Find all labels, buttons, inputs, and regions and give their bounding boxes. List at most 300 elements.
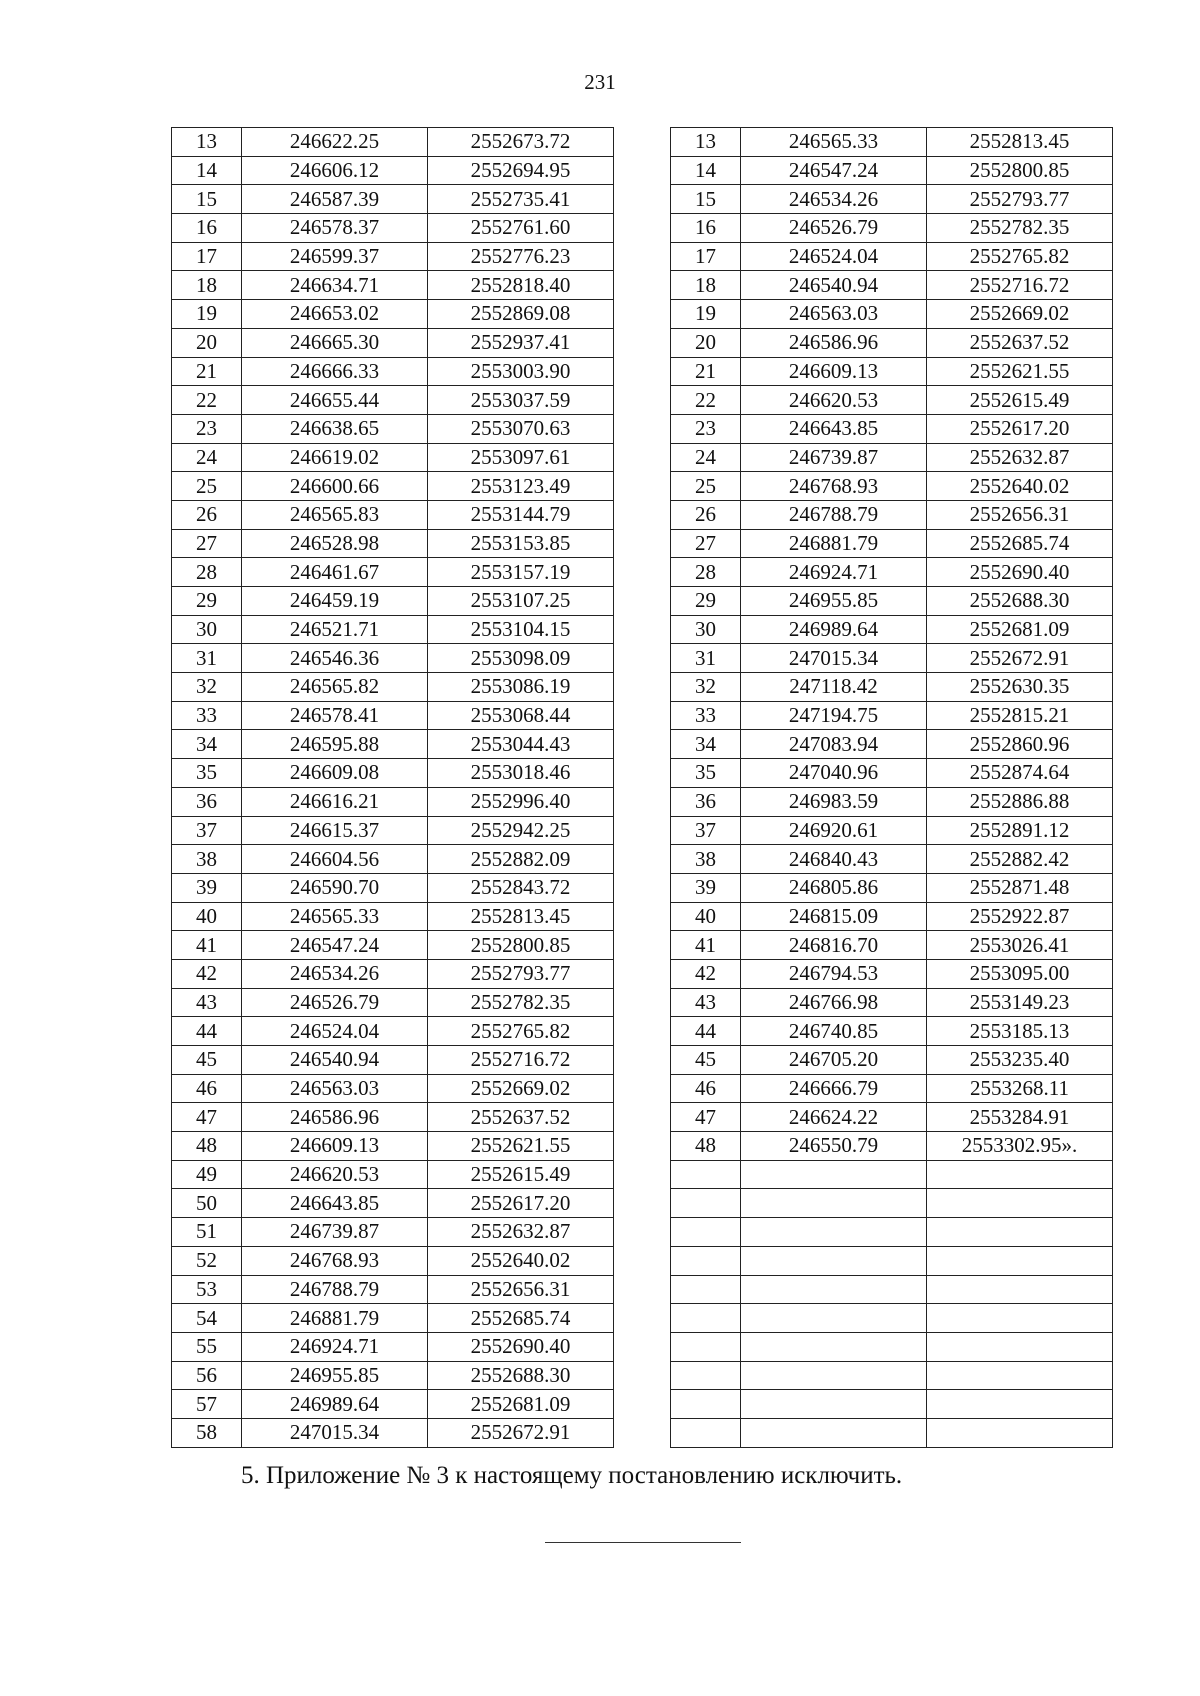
right-point-number-cell: 14 <box>671 156 741 185</box>
table-gap-cell <box>614 730 671 759</box>
table-gap-cell <box>614 959 671 988</box>
right-point-number-cell: 46 <box>671 1074 741 1103</box>
left-x-coordinate-cell: 246524.04 <box>242 1017 428 1046</box>
right-point-number-cell: 43 <box>671 988 741 1017</box>
table-gap-cell <box>614 386 671 415</box>
right-y-coordinate-cell: 2552690.40 <box>927 558 1113 587</box>
table-gap-cell <box>614 443 671 472</box>
left-x-coordinate-cell: 246655.44 <box>242 386 428 415</box>
table-gap-cell <box>614 615 671 644</box>
left-y-coordinate-cell: 2552818.40 <box>428 271 614 300</box>
right-y-coordinate-cell <box>927 1332 1113 1361</box>
table-row <box>172 1189 1113 1218</box>
left-x-coordinate-cell: 246546.36 <box>242 644 428 673</box>
left-y-coordinate-cell: 2552843.72 <box>428 873 614 902</box>
left-x-coordinate-cell: 246540.94 <box>242 1046 428 1075</box>
left-x-coordinate-cell: 246547.24 <box>242 931 428 960</box>
right-x-coordinate-cell: 246989.64 <box>741 615 927 644</box>
left-x-coordinate-cell: 246653.02 <box>242 300 428 329</box>
left-x-coordinate-cell: 246534.26 <box>242 959 428 988</box>
right-y-coordinate-cell <box>927 1160 1113 1189</box>
left-x-coordinate-cell: 246578.41 <box>242 701 428 730</box>
left-point-number-cell: 41 <box>172 931 242 960</box>
right-point-number-cell: 22 <box>671 386 741 415</box>
table-row <box>172 242 1113 271</box>
left-x-coordinate-cell: 246563.03 <box>242 1074 428 1103</box>
note-paragraph: 5. Приложение № 3 к настоящему постановлению исключить. <box>241 1462 903 1489</box>
right-x-coordinate-cell: 247194.75 <box>741 701 927 730</box>
left-point-number-cell: 56 <box>172 1361 242 1390</box>
left-y-coordinate-cell: 2553123.49 <box>428 472 614 501</box>
right-point-number-cell: 45 <box>671 1046 741 1075</box>
right-point-number-cell: 29 <box>671 587 741 616</box>
right-y-coordinate-cell: 2552688.30 <box>927 587 1113 616</box>
table-gap-cell <box>614 988 671 1017</box>
right-point-number-cell: 40 <box>671 902 741 931</box>
right-point-number-cell: 33 <box>671 701 741 730</box>
table-gap-cell <box>614 529 671 558</box>
table-row <box>172 1046 1113 1075</box>
right-x-coordinate-cell: 246815.09 <box>741 902 927 931</box>
table-row <box>172 673 1113 702</box>
right-y-coordinate-cell: 2552813.45 <box>927 128 1113 157</box>
left-y-coordinate-cell: 2552735.41 <box>428 185 614 214</box>
table-gap-cell <box>614 1304 671 1333</box>
left-point-number-cell: 28 <box>172 558 242 587</box>
right-y-coordinate-cell: 2552800.85 <box>927 156 1113 185</box>
left-y-coordinate-cell: 2552716.72 <box>428 1046 614 1075</box>
left-y-coordinate-cell: 2552882.09 <box>428 845 614 874</box>
left-point-number-cell: 51 <box>172 1218 242 1247</box>
right-x-coordinate-cell: 246739.87 <box>741 443 927 472</box>
left-y-coordinate-cell: 2552782.35 <box>428 988 614 1017</box>
table-row <box>172 1218 1113 1247</box>
left-x-coordinate-cell: 246590.70 <box>242 873 428 902</box>
table-row <box>172 128 1113 157</box>
right-point-number-cell: 27 <box>671 529 741 558</box>
table-row <box>172 214 1113 243</box>
right-point-number-cell: 16 <box>671 214 741 243</box>
left-point-number-cell: 58 <box>172 1418 242 1447</box>
right-x-coordinate-cell: 246540.94 <box>741 271 927 300</box>
right-y-coordinate-cell: 2552615.49 <box>927 386 1113 415</box>
right-y-coordinate-cell <box>927 1390 1113 1419</box>
left-point-number-cell: 31 <box>172 644 242 673</box>
right-y-coordinate-cell: 2552685.74 <box>927 529 1113 558</box>
table-row <box>172 558 1113 587</box>
right-point-number-cell <box>671 1160 741 1189</box>
table-gap-cell <box>614 1103 671 1132</box>
right-point-number-cell: 28 <box>671 558 741 587</box>
table-gap-cell <box>614 1361 671 1390</box>
right-point-number-cell: 20 <box>671 328 741 357</box>
right-point-number-cell: 32 <box>671 673 741 702</box>
left-x-coordinate-cell: 247015.34 <box>242 1418 428 1447</box>
right-y-coordinate-cell: 2552765.82 <box>927 242 1113 271</box>
left-point-number-cell: 16 <box>172 214 242 243</box>
right-x-coordinate-cell <box>741 1246 927 1275</box>
right-point-number-cell: 25 <box>671 472 741 501</box>
table-gap-cell <box>614 873 671 902</box>
table-row <box>172 730 1113 759</box>
left-y-coordinate-cell: 2552632.87 <box>428 1218 614 1247</box>
table-row <box>172 988 1113 1017</box>
left-y-coordinate-cell: 2553144.79 <box>428 500 614 529</box>
right-y-coordinate-cell: 2552882.42 <box>927 845 1113 874</box>
right-x-coordinate-cell <box>741 1332 927 1361</box>
right-y-coordinate-cell <box>927 1218 1113 1247</box>
left-y-coordinate-cell: 2552694.95 <box>428 156 614 185</box>
right-y-coordinate-cell: 2553268.11 <box>927 1074 1113 1103</box>
left-point-number-cell: 32 <box>172 673 242 702</box>
left-point-number-cell: 14 <box>172 156 242 185</box>
left-x-coordinate-cell: 246643.85 <box>242 1189 428 1218</box>
right-x-coordinate-cell: 246586.96 <box>741 328 927 357</box>
left-y-coordinate-cell: 2552765.82 <box>428 1017 614 1046</box>
right-y-coordinate-cell: 2552871.48 <box>927 873 1113 902</box>
table-gap-cell <box>614 931 671 960</box>
left-x-coordinate-cell: 246739.87 <box>242 1218 428 1247</box>
right-y-coordinate-cell: 2552716.72 <box>927 271 1113 300</box>
right-x-coordinate-cell: 246550.79 <box>741 1132 927 1161</box>
right-point-number-cell: 15 <box>671 185 741 214</box>
left-point-number-cell: 17 <box>172 242 242 271</box>
right-point-number-cell: 39 <box>671 873 741 902</box>
left-point-number-cell: 50 <box>172 1189 242 1218</box>
right-x-coordinate-cell: 246794.53 <box>741 959 927 988</box>
table-row <box>172 328 1113 357</box>
right-x-coordinate-cell: 247118.42 <box>741 673 927 702</box>
right-x-coordinate-cell <box>741 1275 927 1304</box>
left-x-coordinate-cell: 246606.12 <box>242 156 428 185</box>
right-point-number-cell <box>671 1246 741 1275</box>
right-y-coordinate-cell <box>927 1361 1113 1390</box>
table-gap-cell <box>614 845 671 874</box>
table-gap-cell <box>614 644 671 673</box>
table-row <box>172 1017 1113 1046</box>
left-point-number-cell: 46 <box>172 1074 242 1103</box>
left-y-coordinate-cell: 2552656.31 <box>428 1275 614 1304</box>
right-point-number-cell <box>671 1361 741 1390</box>
table-row <box>172 357 1113 386</box>
right-y-coordinate-cell: 2552630.35 <box>927 673 1113 702</box>
right-x-coordinate-cell: 247015.34 <box>741 644 927 673</box>
table-row <box>172 1332 1113 1361</box>
left-x-coordinate-cell: 246459.19 <box>242 587 428 616</box>
right-point-number-cell: 21 <box>671 357 741 386</box>
left-point-number-cell: 43 <box>172 988 242 1017</box>
left-x-coordinate-cell: 246461.67 <box>242 558 428 587</box>
right-point-number-cell: 19 <box>671 300 741 329</box>
table-gap-cell <box>614 1132 671 1161</box>
right-point-number-cell: 42 <box>671 959 741 988</box>
right-y-coordinate-cell: 2552656.31 <box>927 500 1113 529</box>
table-row <box>172 386 1113 415</box>
right-point-number-cell <box>671 1304 741 1333</box>
right-point-number-cell: 34 <box>671 730 741 759</box>
left-y-coordinate-cell: 2552793.77 <box>428 959 614 988</box>
right-x-coordinate-cell <box>741 1361 927 1390</box>
left-point-number-cell: 55 <box>172 1332 242 1361</box>
left-x-coordinate-cell: 246526.79 <box>242 988 428 1017</box>
left-point-number-cell: 38 <box>172 845 242 874</box>
table-gap-cell <box>614 1189 671 1218</box>
right-y-coordinate-cell: 2553302.95». <box>927 1132 1113 1161</box>
right-x-coordinate-cell: 246788.79 <box>741 500 927 529</box>
right-point-number-cell: 31 <box>671 644 741 673</box>
right-x-coordinate-cell: 246740.85 <box>741 1017 927 1046</box>
right-x-coordinate-cell: 246705.20 <box>741 1046 927 1075</box>
left-x-coordinate-cell: 246521.71 <box>242 615 428 644</box>
left-y-coordinate-cell: 2552672.91 <box>428 1418 614 1447</box>
right-point-number-cell: 38 <box>671 845 741 874</box>
left-point-number-cell: 20 <box>172 328 242 357</box>
left-x-coordinate-cell: 246665.30 <box>242 328 428 357</box>
table-row <box>172 1132 1113 1161</box>
left-x-coordinate-cell: 246578.37 <box>242 214 428 243</box>
left-y-coordinate-cell: 2552942.25 <box>428 816 614 845</box>
table-gap-cell <box>614 701 671 730</box>
left-point-number-cell: 36 <box>172 787 242 816</box>
left-y-coordinate-cell: 2552681.09 <box>428 1390 614 1419</box>
table-gap-cell <box>614 1046 671 1075</box>
left-y-coordinate-cell: 2553018.46 <box>428 759 614 788</box>
right-y-coordinate-cell: 2552640.02 <box>927 472 1113 501</box>
table-row <box>172 787 1113 816</box>
left-y-coordinate-cell: 2552669.02 <box>428 1074 614 1103</box>
right-x-coordinate-cell: 246924.71 <box>741 558 927 587</box>
right-point-number-cell <box>671 1189 741 1218</box>
right-x-coordinate-cell: 246624.22 <box>741 1103 927 1132</box>
right-x-coordinate-cell: 247040.96 <box>741 759 927 788</box>
left-x-coordinate-cell: 246565.82 <box>242 673 428 702</box>
left-y-coordinate-cell: 2552813.45 <box>428 902 614 931</box>
table-gap-cell <box>614 1218 671 1247</box>
table-gap-cell <box>614 185 671 214</box>
left-x-coordinate-cell: 246604.56 <box>242 845 428 874</box>
right-point-number-cell: 18 <box>671 271 741 300</box>
table-row <box>172 300 1113 329</box>
right-y-coordinate-cell: 2553185.13 <box>927 1017 1113 1046</box>
left-x-coordinate-cell: 246620.53 <box>242 1160 428 1189</box>
left-point-number-cell: 39 <box>172 873 242 902</box>
table-row <box>172 1275 1113 1304</box>
table-row <box>172 271 1113 300</box>
table-row <box>172 644 1113 673</box>
table-gap-cell <box>614 902 671 931</box>
left-y-coordinate-cell: 2552776.23 <box>428 242 614 271</box>
left-y-coordinate-cell: 2553153.85 <box>428 529 614 558</box>
left-x-coordinate-cell: 246599.37 <box>242 242 428 271</box>
table-gap-cell <box>614 1418 671 1447</box>
left-point-number-cell: 33 <box>172 701 242 730</box>
table-gap-cell <box>614 1332 671 1361</box>
table-gap-cell <box>614 673 671 702</box>
right-point-number-cell: 23 <box>671 414 741 443</box>
table-row <box>172 959 1113 988</box>
left-x-coordinate-cell: 246565.83 <box>242 500 428 529</box>
page-number: 231 <box>584 70 616 94</box>
left-y-coordinate-cell: 2553068.44 <box>428 701 614 730</box>
right-y-coordinate-cell: 2552617.20 <box>927 414 1113 443</box>
right-x-coordinate-cell: 246920.61 <box>741 816 927 845</box>
right-x-coordinate-cell: 246840.43 <box>741 845 927 874</box>
table-row <box>172 1160 1113 1189</box>
left-y-coordinate-cell: 2553157.19 <box>428 558 614 587</box>
table-gap-cell <box>614 414 671 443</box>
right-y-coordinate-cell: 2552815.21 <box>927 701 1113 730</box>
right-y-coordinate-cell: 2552922.87 <box>927 902 1113 931</box>
right-x-coordinate-cell: 247083.94 <box>741 730 927 759</box>
right-point-number-cell: 48 <box>671 1132 741 1161</box>
table-gap-cell <box>614 1160 671 1189</box>
table-row <box>172 701 1113 730</box>
left-y-coordinate-cell: 2553097.61 <box>428 443 614 472</box>
table-row <box>172 500 1113 529</box>
right-x-coordinate-cell: 246609.13 <box>741 357 927 386</box>
right-y-coordinate-cell: 2552637.52 <box>927 328 1113 357</box>
table-gap-cell <box>614 472 671 501</box>
table-gap-cell <box>614 787 671 816</box>
table-row <box>172 873 1113 902</box>
table-gap-cell <box>614 1390 671 1419</box>
left-point-number-cell: 35 <box>172 759 242 788</box>
left-point-number-cell: 26 <box>172 500 242 529</box>
table-gap-cell <box>614 1275 671 1304</box>
right-y-coordinate-cell: 2552874.64 <box>927 759 1113 788</box>
left-y-coordinate-cell: 2552617.20 <box>428 1189 614 1218</box>
left-x-coordinate-cell: 246622.25 <box>242 128 428 157</box>
left-y-coordinate-cell: 2552869.08 <box>428 300 614 329</box>
right-x-coordinate-cell <box>741 1304 927 1333</box>
table-row <box>172 759 1113 788</box>
coordinates-table-body <box>172 128 1113 1448</box>
right-x-coordinate-cell <box>741 1418 927 1447</box>
left-y-coordinate-cell: 2553086.19 <box>428 673 614 702</box>
left-point-number-cell: 23 <box>172 414 242 443</box>
left-x-coordinate-cell: 246615.37 <box>242 816 428 845</box>
table-row <box>172 902 1113 931</box>
right-x-coordinate-cell: 246666.79 <box>741 1074 927 1103</box>
left-point-number-cell: 13 <box>172 128 242 157</box>
right-x-coordinate-cell: 246816.70 <box>741 931 927 960</box>
left-y-coordinate-cell: 2552688.30 <box>428 1361 614 1390</box>
left-x-coordinate-cell: 246955.85 <box>242 1361 428 1390</box>
left-y-coordinate-cell: 2552615.49 <box>428 1160 614 1189</box>
left-x-coordinate-cell: 246619.02 <box>242 443 428 472</box>
table-row <box>172 816 1113 845</box>
right-x-coordinate-cell: 246955.85 <box>741 587 927 616</box>
right-point-number-cell: 36 <box>671 787 741 816</box>
table-row <box>172 443 1113 472</box>
table-row <box>172 472 1113 501</box>
right-point-number-cell <box>671 1218 741 1247</box>
coordinates-table <box>171 127 1113 1448</box>
table-row <box>172 1103 1113 1132</box>
left-x-coordinate-cell: 246788.79 <box>242 1275 428 1304</box>
left-x-coordinate-cell: 246881.79 <box>242 1304 428 1333</box>
left-x-coordinate-cell: 246638.65 <box>242 414 428 443</box>
right-x-coordinate-cell: 246805.86 <box>741 873 927 902</box>
left-y-coordinate-cell: 2552685.74 <box>428 1304 614 1333</box>
left-point-number-cell: 52 <box>172 1246 242 1275</box>
table-gap-cell <box>614 271 671 300</box>
left-point-number-cell: 47 <box>172 1103 242 1132</box>
right-y-coordinate-cell <box>927 1189 1113 1218</box>
right-y-coordinate-cell: 2553095.00 <box>927 959 1113 988</box>
table-row <box>172 1304 1113 1333</box>
left-point-number-cell: 25 <box>172 472 242 501</box>
right-x-coordinate-cell <box>741 1390 927 1419</box>
left-y-coordinate-cell: 2553107.25 <box>428 587 614 616</box>
table-gap-cell <box>614 816 671 845</box>
right-x-coordinate-cell: 246620.53 <box>741 386 927 415</box>
left-point-number-cell: 22 <box>172 386 242 415</box>
right-point-number-cell <box>671 1332 741 1361</box>
table-gap-cell <box>614 558 671 587</box>
left-point-number-cell: 18 <box>172 271 242 300</box>
right-point-number-cell: 17 <box>671 242 741 271</box>
right-x-coordinate-cell <box>741 1218 927 1247</box>
table-gap-cell <box>614 300 671 329</box>
right-x-coordinate-cell: 246643.85 <box>741 414 927 443</box>
left-point-number-cell: 30 <box>172 615 242 644</box>
right-y-coordinate-cell: 2552793.77 <box>927 185 1113 214</box>
right-y-coordinate-cell: 2553149.23 <box>927 988 1113 1017</box>
closing-rule <box>545 1542 741 1543</box>
left-x-coordinate-cell: 246586.96 <box>242 1103 428 1132</box>
left-point-number-cell: 24 <box>172 443 242 472</box>
table-gap-cell <box>614 328 671 357</box>
right-x-coordinate-cell: 246565.33 <box>741 128 927 157</box>
right-point-number-cell: 44 <box>671 1017 741 1046</box>
left-y-coordinate-cell: 2552673.72 <box>428 128 614 157</box>
left-y-coordinate-cell: 2553098.09 <box>428 644 614 673</box>
left-point-number-cell: 29 <box>172 587 242 616</box>
left-x-coordinate-cell: 246666.33 <box>242 357 428 386</box>
left-x-coordinate-cell: 246989.64 <box>242 1390 428 1419</box>
right-x-coordinate-cell: 246524.04 <box>741 242 927 271</box>
table-gap-cell <box>614 1246 671 1275</box>
right-y-coordinate-cell: 2553284.91 <box>927 1103 1113 1132</box>
left-point-number-cell: 34 <box>172 730 242 759</box>
right-y-coordinate-cell: 2553026.41 <box>927 931 1113 960</box>
left-y-coordinate-cell: 2552761.60 <box>428 214 614 243</box>
left-point-number-cell: 45 <box>172 1046 242 1075</box>
right-point-number-cell <box>671 1418 741 1447</box>
left-x-coordinate-cell: 246565.33 <box>242 902 428 931</box>
left-point-number-cell: 40 <box>172 902 242 931</box>
table-row <box>172 529 1113 558</box>
right-y-coordinate-cell <box>927 1418 1113 1447</box>
right-point-number-cell: 30 <box>671 615 741 644</box>
table-gap-cell <box>614 128 671 157</box>
table-gap-cell <box>614 242 671 271</box>
right-x-coordinate-cell: 246768.93 <box>741 472 927 501</box>
table-gap-cell <box>614 357 671 386</box>
right-point-number-cell <box>671 1275 741 1304</box>
table-row <box>172 185 1113 214</box>
left-y-coordinate-cell: 2553003.90 <box>428 357 614 386</box>
right-y-coordinate-cell: 2552860.96 <box>927 730 1113 759</box>
right-y-coordinate-cell: 2552681.09 <box>927 615 1113 644</box>
left-y-coordinate-cell: 2552621.55 <box>428 1132 614 1161</box>
table-gap-cell <box>614 214 671 243</box>
table-gap-cell <box>614 500 671 529</box>
right-y-coordinate-cell <box>927 1246 1113 1275</box>
left-x-coordinate-cell: 246587.39 <box>242 185 428 214</box>
right-x-coordinate-cell: 246547.24 <box>741 156 927 185</box>
